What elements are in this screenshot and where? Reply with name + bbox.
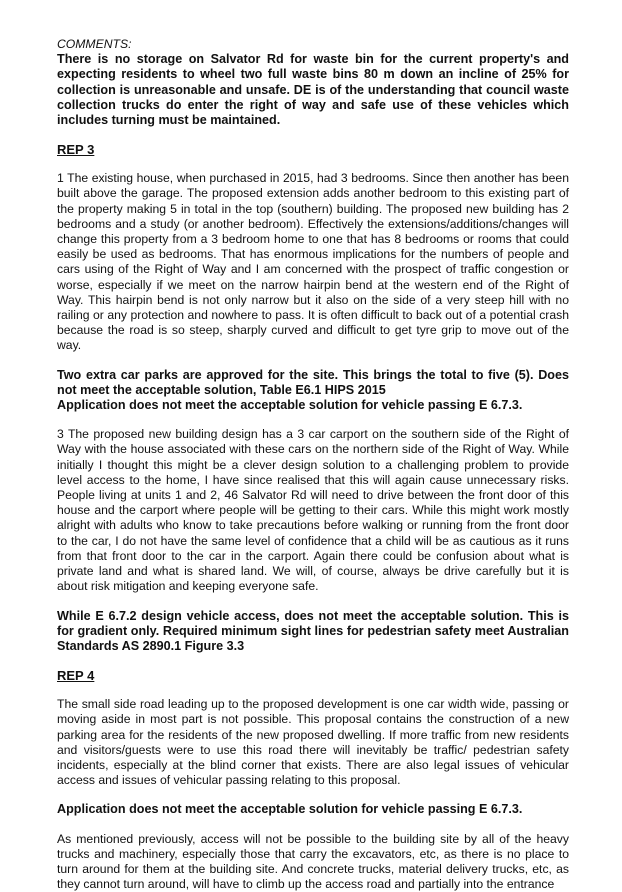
- rep3-finding-passing: Application does not meet the acceptable solution for vehicle passing E 6.7.3.: [57, 398, 523, 413]
- rep3-heading: REP 3: [57, 142, 95, 158]
- comments-label: COMMENTS:: [57, 37, 132, 51]
- rep3-finding-access: While E 6.7.2 design vehicle access, does not meet the acceptable solution. This is for gradient only. Required minimum sight lines for pedestrian safety meet Australian Standards AS 2890.1 Figure 3.3: [57, 608, 569, 653]
- document-page: [57, 37, 569, 892]
- rep4-paragraph-1: The small side road leading up to the proposed development is one car width wide, passing or moving aside in most part is not possible. This proposal contains the construction of a new parking area for the residents of the new proposed dwelling. If more traffic from new residents and visitors/guests were to use this road there will inevitably be traffic/ pedestrian safety incidents, especially at the blind corner that exists. There are also legal issues of vehicular access and issues of vehicular passing relating to this proposal.: [57, 697, 569, 788]
- rep3-paragraph-2: 3 The proposed new building design has a 3 car carport on the southern side of the Right of Way with the house associated with these cars on the northern side of the Right of Way. While initially I thought this might be a clever design solution to a challenging problem to provide level access to the home, I have since realised that this will again cause unnecessary risks. People living at units 1 and 2, 46 Salvator Rd will need to drive between the front door of this house and the carport where people will be getting to their cars. While this might work mostly alright with adults who know to take precautions before walking or running from the front door to the car, I do not have the same level of confidence that a child will be as cautious as it runs from that front door to the car in the carport. Again there could be confusion about what is private land and what is shared land. We will, of course, always be drive carefully but it is about risk mitigation and keeping everyone safe.: [57, 427, 569, 594]
- rep4-heading: REP 4: [57, 668, 95, 684]
- comments-text: There is no storage on Salvator Rd for waste bin for the current property's and expecting residents to wheel two full waste bins 80 m down an incline of 25% for collection is unreasonable and unsafe. DE is of the understanding that council waste collection trucks do enter the right of way and safe use of these vehicles which includes turning must be maintained.: [57, 52, 569, 128]
- rep3-finding-carparks: Two extra car parks are approved for the site. This brings the total to five (5). Does not meet the acceptable solution, Table E6.1 HIPS 2015: [57, 367, 569, 397]
- rep4-paragraph-2: As mentioned previously, access will not be possible to the building site by all of the heavy trucks and machinery, especially those that carry the excavators, etc, as there is no place to turn around for them at the building site. And concrete trucks, material delivery trucks, etc, as they cannot turn around, will have to climb up the access road and partially into the entrance: [57, 831, 569, 892]
- rep3-paragraph-1: 1 The existing house, when purchased in 2015, had 3 bedrooms. Since then another has been built above the garage. The proposed extension adds another bedroom to this existing part of the property making 5 in total in the top (southern) building. The proposed new building has 2 bedrooms and a study (or another bedroom). Effectively the extensions/additions/changes will change this property from a 3 bedroom home to one that has 8 bedrooms or rooms that could easily be used as bedrooms. That has enormous implications for the numbers of people and cars using of the Right of Way and I am concerned with the prospect of traffic congestion or worse, especially if we meet on the narrow hairpin bend at the western end of the Right of Way. This hairpin bend is not only narrow but it also on the side of a very steep hill with no railing or any protection and nowhere to pass. It is often difficult to back out of a potential crash because the road is so steep, sharply curved and difficult to get tyre grip to move out of the way.: [57, 171, 569, 353]
- rep4-finding-passing: Application does not meet the acceptable solution for vehicle passing E 6.7.3.: [57, 802, 523, 817]
